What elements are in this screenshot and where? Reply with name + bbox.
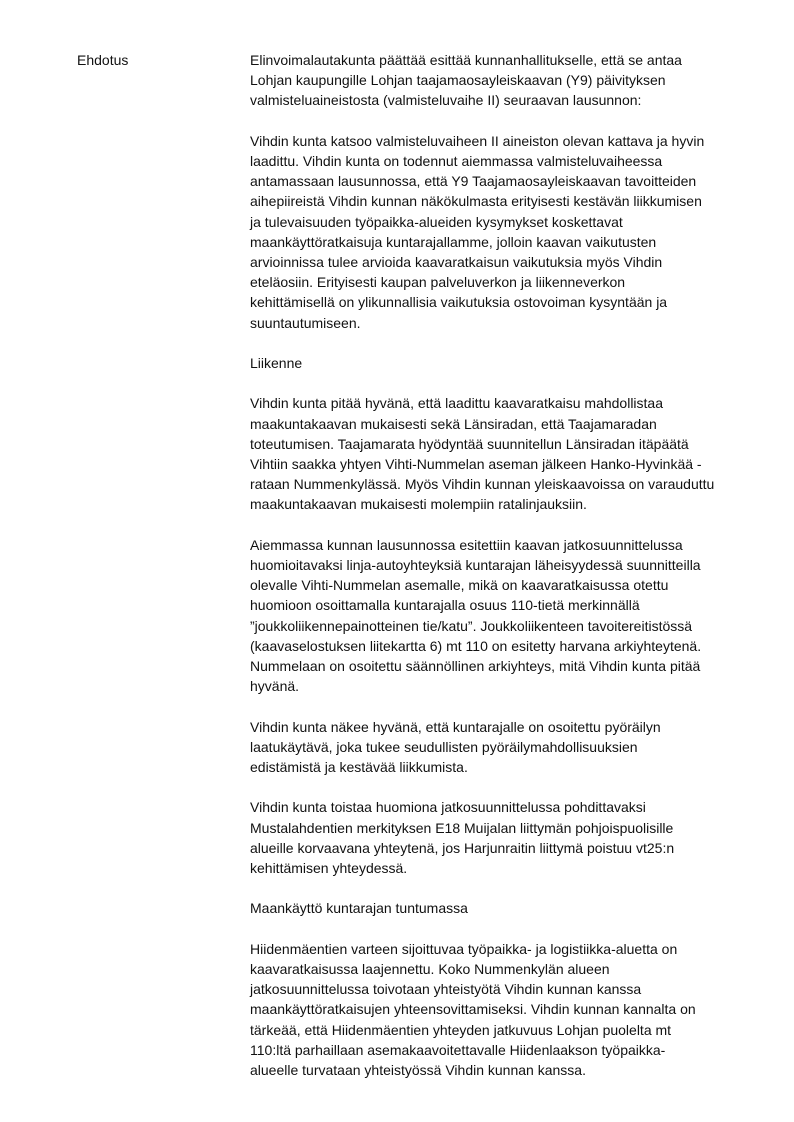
- text-line: (kaavaselostuksen liitekartta 6) mt 110 on esitetty harvana arkiyhteytenä.: [250, 637, 702, 654]
- section-heading: [250, 898, 712, 918]
- text-line: maakuntakaavan mukaisesti sekä Länsiradan, että Taajamaradan: [250, 415, 657, 432]
- text-line: laatukäytävä, joka tukee seudullisten pyöräilymahdollisuuksien: [250, 738, 638, 755]
- paragraph: [250, 797, 712, 878]
- text-line: Vihdin kunta katsoo valmisteluvaiheen II aineiston olevan kattava ja hyvin: [250, 132, 705, 149]
- proposal-text: [250, 50, 715, 1100]
- text-line: toteutumisen. Taajamarata hyödyntää suunnitellun Länsiradan itäpäätä: [250, 435, 689, 452]
- text-line: maakuntakaavan mukaisesti molempiin ratalinjauksiin.: [250, 496, 587, 513]
- text-line: Vihdin kunta toistaa huomiona jatkosuunnittelussa pohdittavaksi: [250, 799, 646, 816]
- text-line: arvioinnissa tulee arvioida kaavaratkaisun vaikutuksia myös Vihdin: [250, 254, 663, 271]
- text-line: suuntautumiseen.: [250, 314, 361, 331]
- paragraph: [250, 535, 712, 697]
- text-line: aihepiireistä Vihdin kunnan näkökulmasta erityisesti kestävän liikkumisen: [250, 193, 702, 210]
- text-line: ja tulevaisuuden työpaikka-alueiden kysymykset koskettavat: [250, 213, 623, 230]
- text-line: hyvänä.: [250, 678, 300, 695]
- text-line: valmisteluaineistosta (valmisteluvaihe II) seuraavan lausunnon:: [250, 92, 642, 109]
- text-line: Aiemmassa kunnan lausunnossa esitettiin kaavan jatkosuunnittelussa: [250, 536, 683, 553]
- text-line: antamassaan lausunnossa, että Y9 Taajamaosayleiskaavan tavoitteiden: [250, 173, 697, 190]
- text-line: alueelle turvataan yhteistyössä Vihdin kunnan kanssa.: [250, 1062, 586, 1079]
- text-line: maankäyttöratkaisuja kuntarajallamme, jolloin kaavan vaikutusten: [250, 233, 657, 250]
- proposal-label: Ehdotus: [77, 52, 129, 68]
- text-line: kehittämisellä on ylikunnallisia vaikutuksia ostovoiman kysyntään ja: [250, 294, 668, 311]
- text-line: 110:ltä parhaillaan asemakaavoitettavalle Hiidenlaakson työpaikka-: [250, 1041, 666, 1058]
- paragraph: [250, 393, 715, 514]
- text-line: ”joukkoliikennepainotteinen tie/katu”. Joukkoliikenteen tavoitereitistössä: [250, 617, 693, 634]
- text-line: Mustalahdentien merkityksen E18 Muijalan liittymän pohjoispuolisille: [250, 819, 674, 836]
- text-line: maankäyttöratkaisujen yhteensovittamiseksi. Vihdin kunnan kannalta on: [250, 1001, 696, 1018]
- text-line: huomioon osoittamalla kuntarajalla osuus 110-tietä merkinnällä: [250, 597, 640, 614]
- text-line: tärkeää, että Hiidenmäentien yhteyden jatkuvuus Lohjan puolelta mt: [250, 1021, 672, 1038]
- section-heading: [250, 353, 712, 373]
- paragraph: [250, 939, 712, 1080]
- text-line: Nummelaan on osoitettu säännöllinen arkiyhteys, mitä Vihdin kunta pitää: [250, 658, 701, 675]
- text-line: jatkosuunnittelussa toivotaan yhteistyötä Vihdin kunnan kanssa: [250, 981, 642, 998]
- text-line: Elinvoimalautakunta päättää esittää kunnanhallitukselle, että se antaa: [250, 52, 682, 68]
- text-line: huomioitavaksi linja-autoyhteyksiä kuntarajan läheisyydessä suunnitteilla: [250, 557, 701, 574]
- paragraph: [250, 50, 712, 111]
- text-line: rataan Nummenkylässä. Myös Vihdin kunnan yleiskaavoissa on varauduttu: [250, 476, 715, 493]
- paragraph: [250, 717, 712, 778]
- paragraph: [250, 131, 712, 333]
- text-line: edistämistä ja kestävää liikkumista.: [250, 759, 468, 776]
- text-line: olevalle Vihti-Nummelan asemalle, mikä on kaavaratkaisussa otettu: [250, 577, 669, 594]
- text-line: kehittämisen yhteydessä.: [250, 860, 408, 877]
- text-line: Vihtiin saakka yhtyen Vihti-Nummelan aseman jälkeen Hanko-Hyvinkää -: [250, 456, 702, 473]
- text-line: Lohjan kaupungille Lohjan taajamaosayleiskaavan (Y9) päivityksen: [250, 72, 666, 89]
- text-line: Hiidenmäentien varteen sijoittuvaa työpaikka- ja logistiikka-aluetta on: [250, 940, 678, 957]
- text-line: eteläosiin. Erityisesti kaupan palveluverkon ja liikenneverkon: [250, 274, 626, 291]
- text-line: Vihdin kunta pitää hyvänä, että laadittu kaavaratkaisu mahdollistaa: [250, 395, 664, 412]
- text-line: kaavaratkaisussa laajennettu. Koko Nummenkylän alueen: [250, 961, 610, 978]
- text-line: Maankäyttö kuntarajan tuntumassa: [250, 900, 468, 917]
- text-line: Liikenne: [250, 355, 303, 372]
- text-line: Vihdin kunta näkee hyvänä, että kuntarajalle on osoitettu pyöräilyn: [250, 718, 661, 735]
- text-line: laadittu. Vihdin kunta on todennut aiemmassa valmisteluvaiheessa: [250, 153, 663, 169]
- text-line: alueille korvaavana yhteytenä, jos Harjunraitin liittymä poistuu vt25:n: [250, 839, 675, 856]
